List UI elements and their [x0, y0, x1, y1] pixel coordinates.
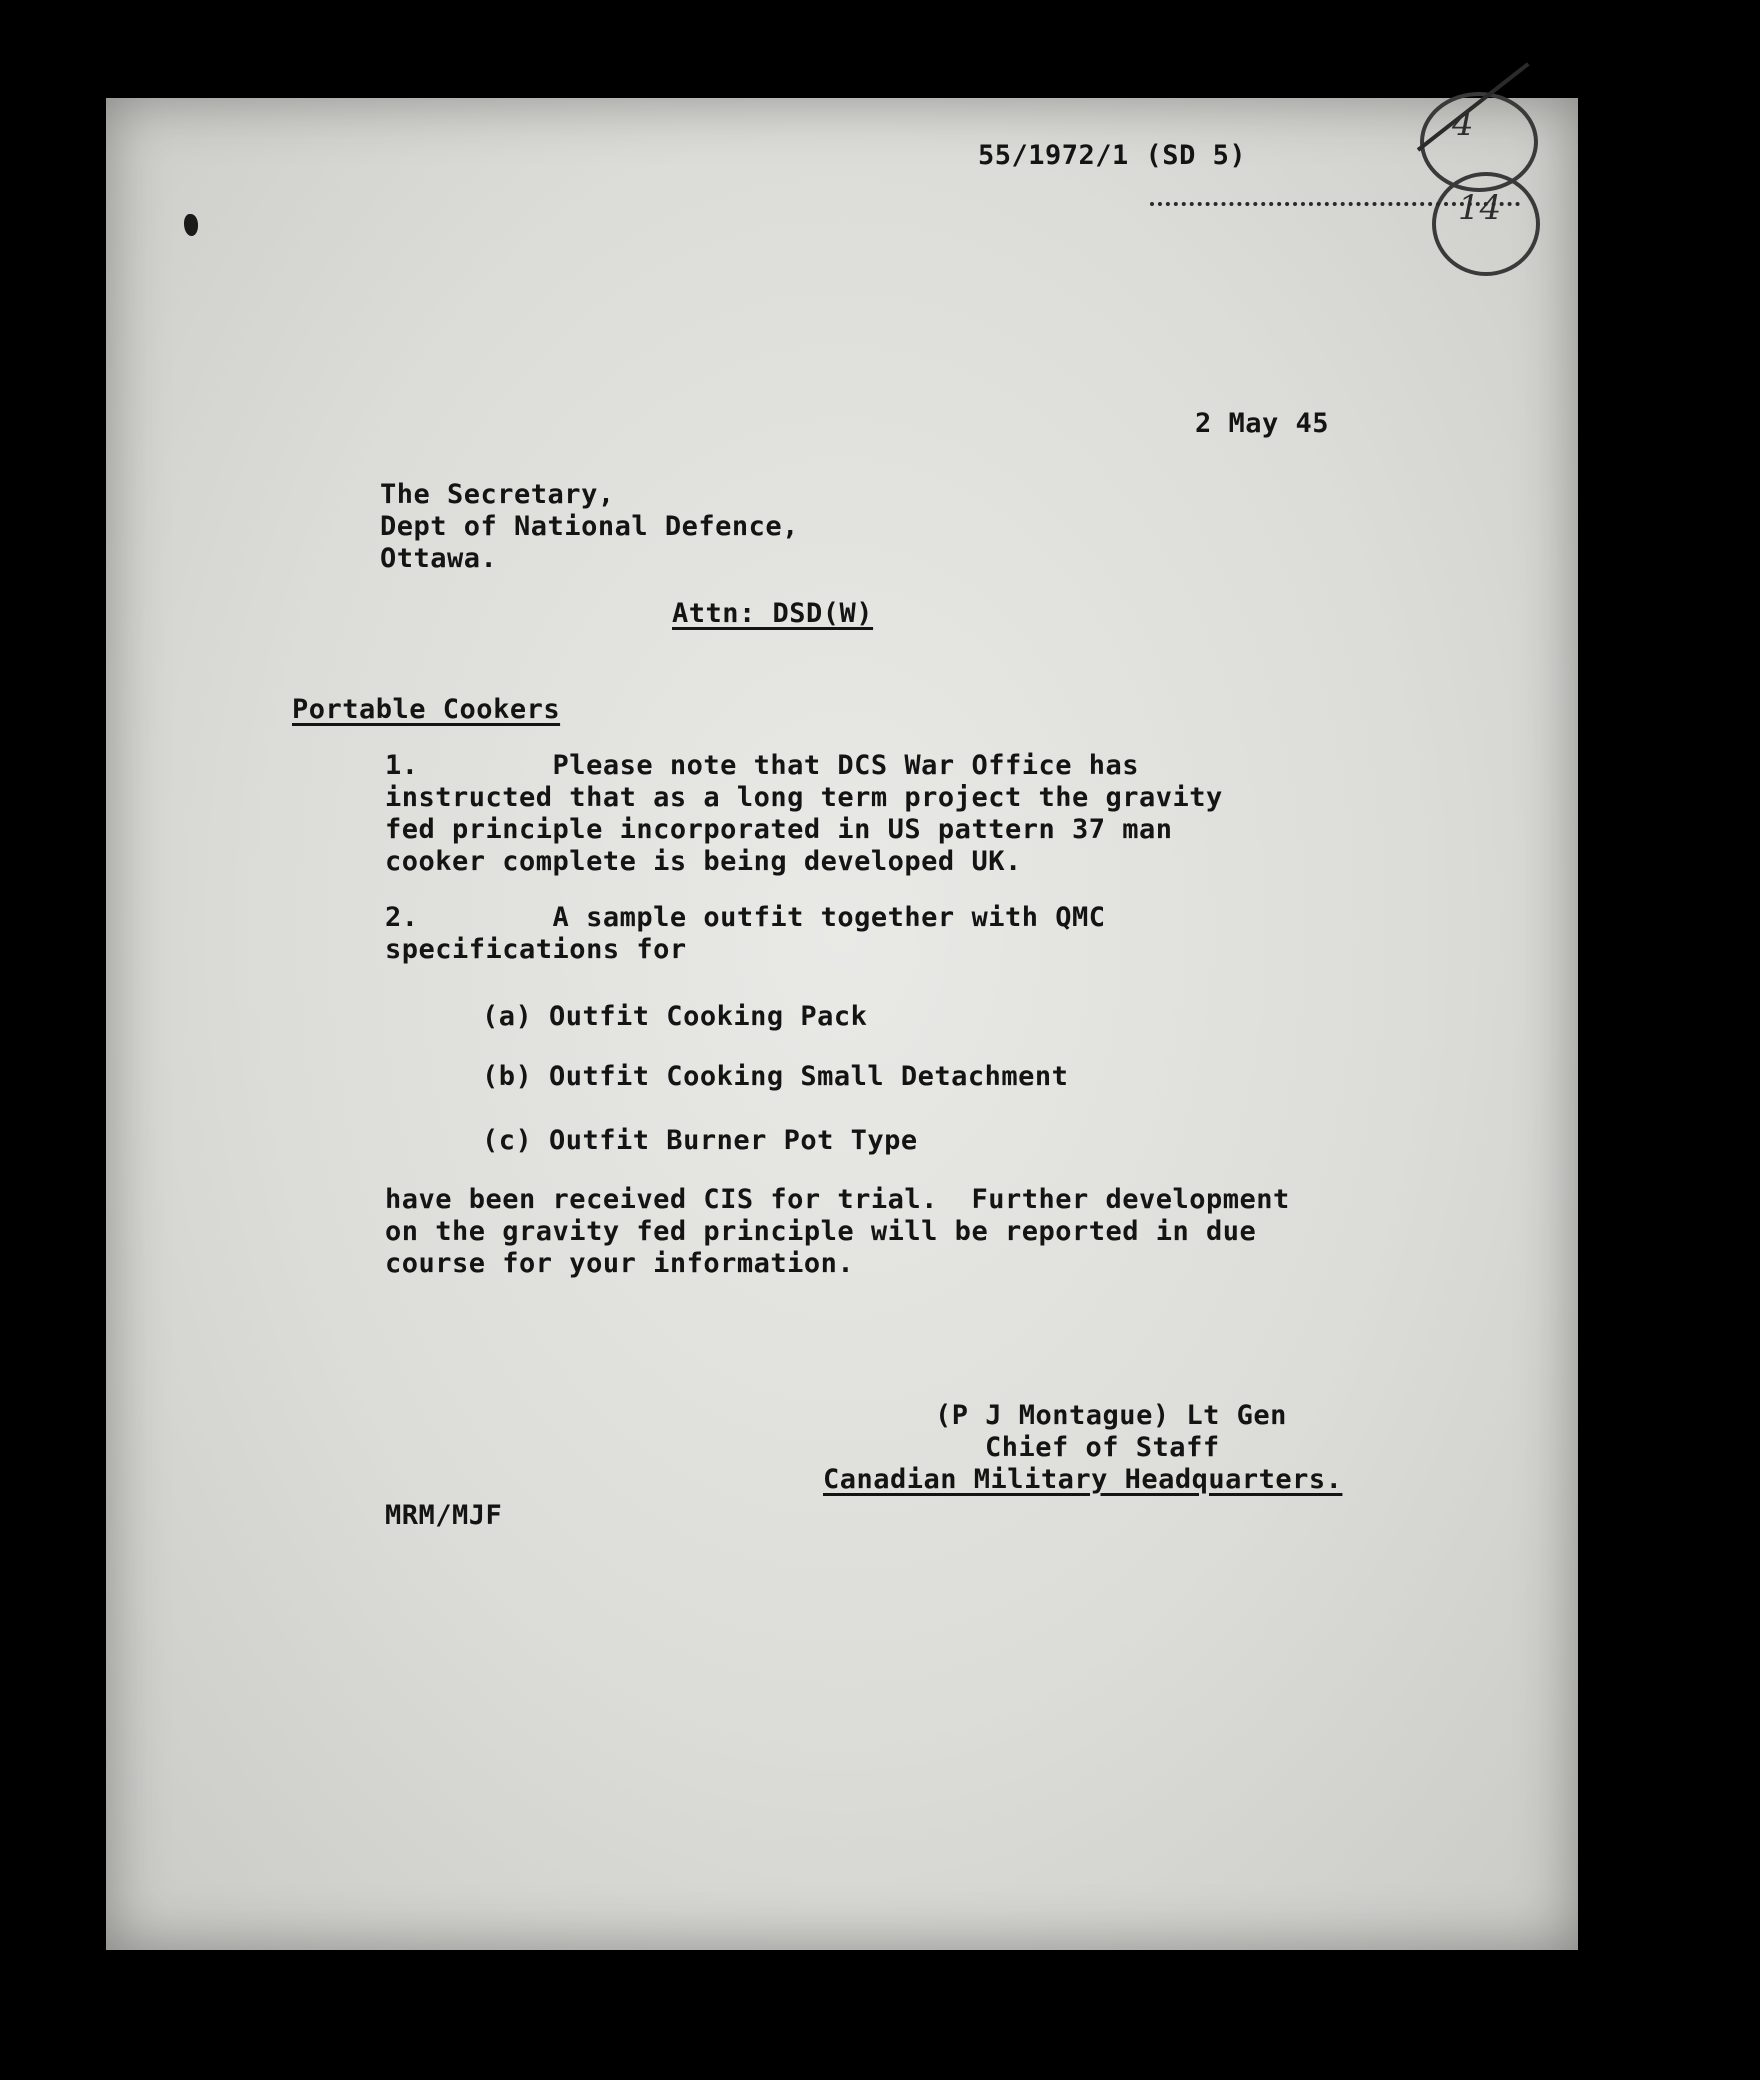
paragraph-2 — [385, 902, 1105, 966]
paragraph-1 — [385, 750, 1223, 878]
handwritten-mark-bottom: 14 — [1458, 188, 1502, 228]
list-item-b: (b) Outfit Cooking Small Detachment — [482, 1061, 1069, 1092]
paragraph-line: course for your information. — [385, 1248, 855, 1279]
paragraph-line: instructed that as a long term project the gravity — [385, 782, 1223, 813]
addressee-block — [380, 479, 799, 575]
reference-rule — [1150, 202, 1520, 206]
addressee-line: Dept of National Defence, — [380, 511, 799, 542]
subject-heading: Portable Cookers — [292, 694, 561, 725]
letter-date: 2 May 45 — [1195, 408, 1330, 439]
paragraph-line: 1. Please note that DCS War Office has — [385, 750, 1139, 781]
handwritten-mark-top: 4 — [1452, 104, 1474, 144]
file-reference: 55/1972/1 (SD 5) — [978, 140, 1247, 171]
paragraph-line: fed principle incorporated in US pattern 37 man — [385, 814, 1173, 845]
attention-line: Attn: DSD(W) — [672, 598, 874, 629]
paragraph-line: have been received CIS for trial. Further development — [385, 1184, 1290, 1215]
signatory-name: (P J Montague) Lt Gen — [935, 1400, 1287, 1431]
paragraph-3 — [385, 1184, 1290, 1280]
signatory-title: Chief of Staff — [985, 1432, 1220, 1463]
list-item-a: (a) Outfit Cooking Pack — [482, 1001, 868, 1032]
paragraph-line: 2. A sample outfit together with QMC — [385, 902, 1106, 933]
signatory-organization: Canadian Military Headquarters. — [823, 1464, 1343, 1495]
addressee-line: Ottawa. — [380, 543, 498, 574]
typist-initials: MRM/MJF — [385, 1500, 503, 1531]
paragraph-line: cooker complete is being developed UK. — [385, 846, 1022, 877]
list-item-c: (c) Outfit Burner Pot Type — [482, 1125, 918, 1156]
paragraph-line: specifications for — [385, 934, 687, 965]
ink-speck — [184, 214, 198, 236]
paragraph-line: on the gravity fed principle will be reported in due — [385, 1216, 1257, 1247]
addressee-line: The Secretary, — [380, 479, 615, 510]
